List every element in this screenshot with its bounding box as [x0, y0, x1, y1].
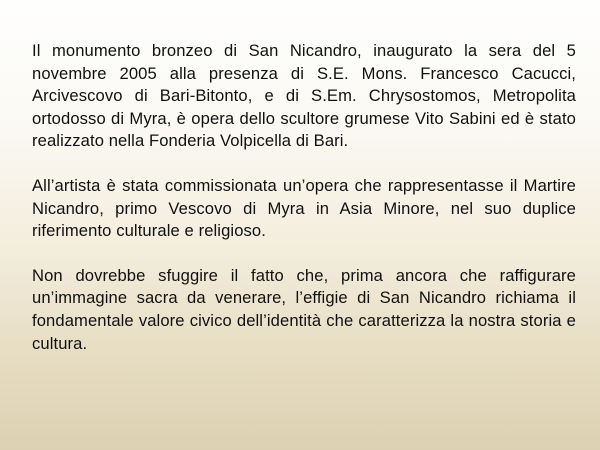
paragraph-monument: Il monumento bronzeo di San Nicandro, inaugurato la sera del 5 novembre 2005 alla presenza di S.E. Mons. Francesco Cacucci, Arcivescovo di Bari-Bitonto, e di S.Em. Chrysostomos, Metropolita ortodosso di Myra, è opera dello scultore grumese Vito Sabini ed è stato realizzato nella Fonderia Volpicella di Bari. — [32, 41, 576, 151]
paragraph-commission: All’artista è stata commissionata un’opera che rappresentasse il Martire Nicandro, primo Vescovo di Myra in Asia Minore, nel suo duplice riferimento culturale e religioso. — [32, 175, 576, 241]
paragraph-civic-value: Non dovrebbe sfuggire il fatto che, prima ancora che raffigurare un’immagine sacra da venerare, l’effigie di San Nicandro richiama il fondamentale valore civico dell’identità che caratterizza la nostra storia e cultura. — [32, 265, 576, 353]
